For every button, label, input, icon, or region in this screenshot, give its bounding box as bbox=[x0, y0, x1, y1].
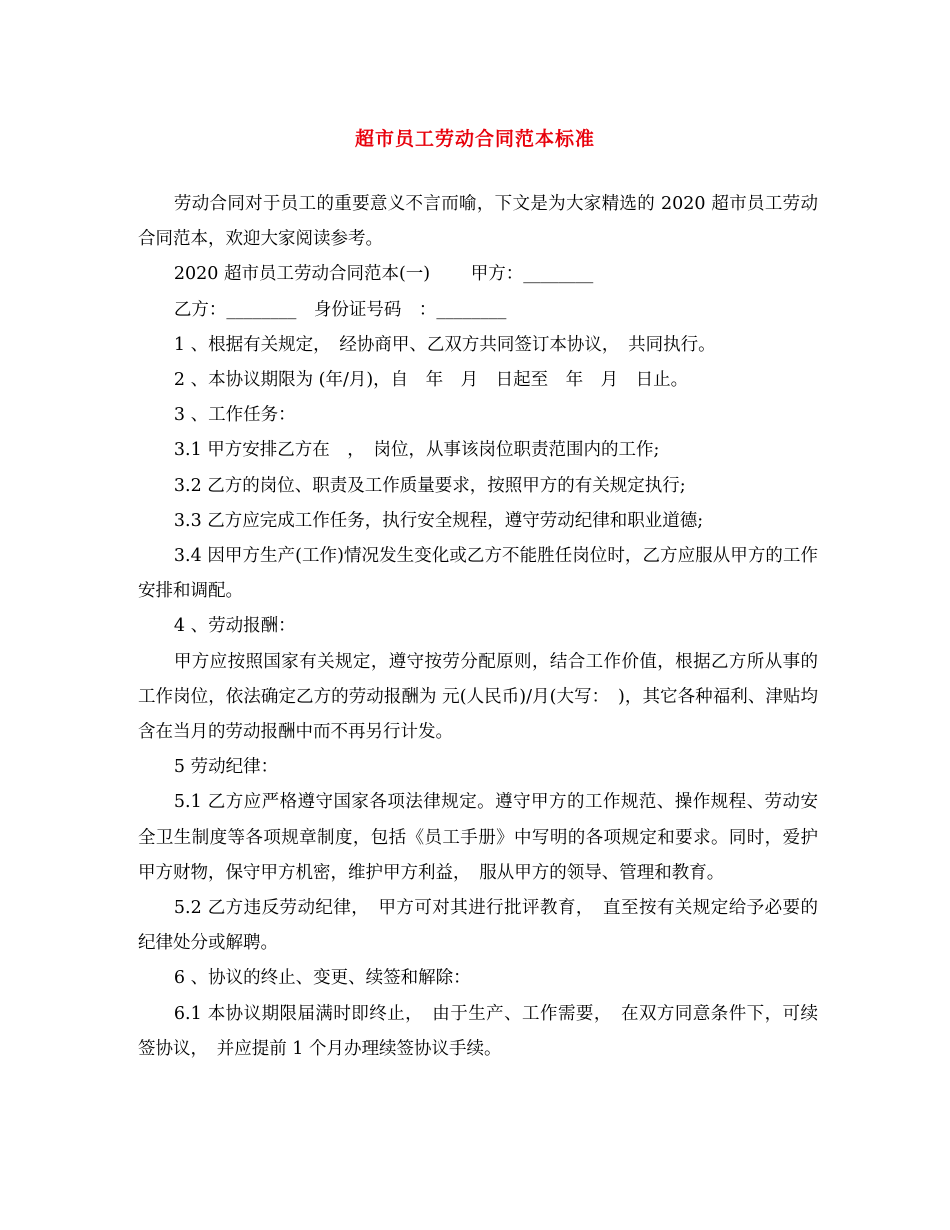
clause-4-body: 甲方应按照国家有关规定，遵守按劳分配原则，结合工作价值，根据乙方所从事的工作岗位，依法确定乙方的劳动报酬为 元(人民币)/月(大写： )，其它各种福利、津贴均含在当月的劳动报酬中而不再另行计发。 bbox=[138, 651, 818, 743]
clause-5-2: 5.2 乙方违反劳动纪律， 甲方可对其进行批评教育， 直至按有关规定给予必要的纪律处分或解聘。 bbox=[138, 898, 818, 954]
clause-4-heading: 4 、劳动报酬： bbox=[173, 616, 296, 637]
clause-3-3: 3.3 乙方应完成工作任务，执行安全规程，遵守劳动纪律和职业道德; bbox=[173, 510, 704, 531]
clause-2: 2 、本协议期限为 (年/月)，自 年 月 日起至 年 月 日止。 bbox=[173, 370, 689, 391]
clause-3-2: 3.2 乙方的岗位、职责及工作质量要求，按照甲方的有关规定执行; bbox=[173, 475, 686, 496]
clause-3-4: 3.4 因甲方生产(工作)情况发生变化或乙方不能胜任岗位时，乙方应服从甲方的工作安排和调配。 bbox=[138, 546, 818, 602]
clause-3-heading: 3 、工作任务： bbox=[173, 405, 296, 426]
clause-5-heading: 5 劳动纪律： bbox=[173, 757, 279, 778]
clause-3-1: 3.1 甲方安排乙方在 ， 岗位，从事该岗位职责范围内的工作; bbox=[173, 440, 660, 461]
document-body bbox=[138, 187, 818, 1067]
clause-6-heading: 6 、协议的终止、变更、续签和解除： bbox=[173, 968, 471, 989]
clause-5-1: 5.1 乙方应严格遵守国家各项法律规定。遵守甲方的工作规范、操作规程、劳动安全卫生制度等各项规章制度，包括《员工手册》中写明的各项规定和要求。同时，爱护甲方财物，保守甲方机密，维护甲方利益， 服从甲方的领导、管理和教育。 bbox=[138, 792, 818, 883]
contract-heading-party-a: 2020 超市员工劳动合同范本(一) 甲方：________ bbox=[173, 264, 594, 285]
party-b-id-line: 乙方：________ 身份证号码 ：________ bbox=[173, 299, 507, 320]
clause-1: 1 、根据有关规定， 经协商甲、乙双方共同签订本协议， 共同执行。 bbox=[173, 334, 716, 355]
document-title: 超市员工劳动合同范本标准 bbox=[354, 128, 595, 150]
intro-paragraph: 劳动合同对于员工的重要意义不言而喻，下文是为大家精选的 2020 超市员工劳动合同范本，欢迎大家阅读参考。 bbox=[138, 194, 818, 250]
clause-6-1: 6.1 本协议期限届满时即终止， 由于生产、工作需要， 在双方同意条件下，可续签协议， 并应提前 1 个月办理续签协议手续。 bbox=[138, 1003, 818, 1059]
